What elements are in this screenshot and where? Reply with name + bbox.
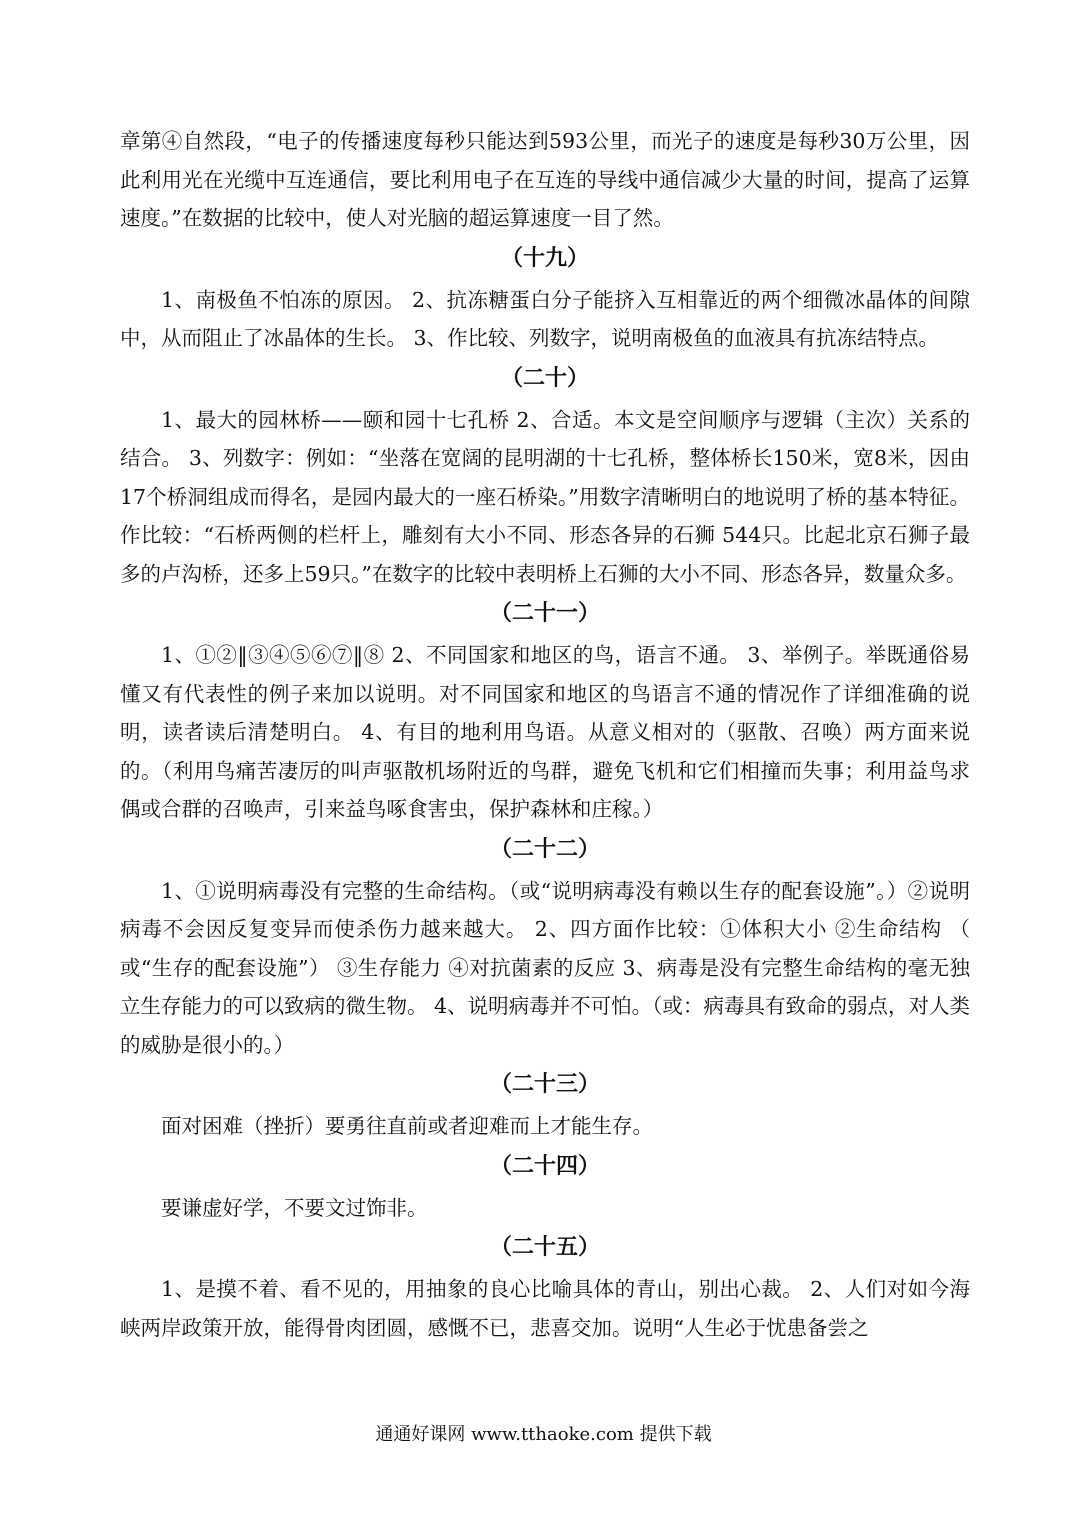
section-heading: （二十四） xyxy=(489,1153,600,1179)
paragraph: 面对困难（挫折）要勇往直前或者迎难而上才能生存。 xyxy=(161,1114,653,1138)
paragraph: 章第④自然段，“电子的传播速度每秒只能达到593公里，而光子的速度是每秒30万公里，因此利用光在光缆中互连通信，要比利用电子在互连的导线中通信减少大量的时间，提高了运算速度。”在数据的比较中，使人对光脑的超运算速度一目了然。 xyxy=(120,129,970,230)
paragraph: 1、①说明病毒没有完整的生命结构。（或“说明病毒没有赖以生存的配套设施”。）②说明病毒不会因反复变异而使杀伤力越来越大。 2、四方面作比较：①体积大小 ②生命结构 （ 或“生存的配套设施”） ③生存能力 ④对抗菌素的反应 3、病毒是没有完整生命结构的毫无独立生存能力的可以致病的微生物。 4、说明病毒并不可怕。（或：病毒具有致命的弱点，对人类的威胁是很小的。） xyxy=(120,878,970,1057)
paragraph: 1、最大的园林桥——颐和园十七孔桥 2、合适。本文是空间顺序与逻辑（主次）关系的结合。 3、列数字：例如：“坐落在宽阔的昆明湖的十七孔桥，整体桥长150米，宽8米，因由17个桥洞组成而得名，是园内最大的一座石桥染。”用数字清晰明白的地说明了桥的基本特征。作比较：“石桥两侧的栏杆上，雕刻有大小不同、形态各异的石狮 544只。比起北京石狮子最多的卢沟桥，还多上59只。”在数字的比较中表明桥上石狮的大小不同、形态各异，数量众多。 xyxy=(120,407,970,586)
paragraph: 1、南极鱼不怕冻的原因。 2、抗冻糖蛋白分子能挤入互相靠近的两个细微冰晶体的间隙中，从而阻止了冰晶体的生长。 3、作比较、列数字，说明南极鱼的血液具有抗冻结特点。 xyxy=(120,287,970,350)
document-body xyxy=(120,122,970,1347)
section-heading: （二十） xyxy=(500,365,589,391)
section-heading: （二十二） xyxy=(489,836,600,862)
paragraph: 1、①②‖③④⑤⑥⑦‖⑧ 2、不同国家和地区的鸟，语言不通。 3、举例子。举既通俗易懂又有代表性的例子来加以说明。对不同国家和地区的鸟语言不通的情况作了详细准确的说明，读者读后清楚明白。 4、有目的地利用鸟语。从意义相对的（驱散、召唤）两方面来说的。（利用鸟痛苦凄厉的叫声驱散机场附近的鸟群，避免飞机和它们相撞而失事；利用益鸟求偶或合群的召唤声，引来益鸟啄食害虫，保护森林和庄稼。） xyxy=(120,643,970,821)
paragraph: 要谦虚好学，不要文过饰非。 xyxy=(161,1195,428,1220)
page-footer: 通通好课网 www.tthaoke.com 提供下载 xyxy=(375,1424,712,1445)
paragraph: 1、是摸不着、看不见的，用抽象的良心比喻具体的青山，别出心裁。 2、人们对如今海峡两岸政策开放，能得骨肉团圆，感慨不已，悲喜交加。说明“人生必于忧患备尝之 xyxy=(120,1277,970,1340)
section-heading: （二十五） xyxy=(489,1235,600,1260)
section-heading: （十九） xyxy=(500,245,589,271)
section-heading: （二十一） xyxy=(489,601,600,626)
section-heading: （二十三） xyxy=(489,1072,600,1097)
